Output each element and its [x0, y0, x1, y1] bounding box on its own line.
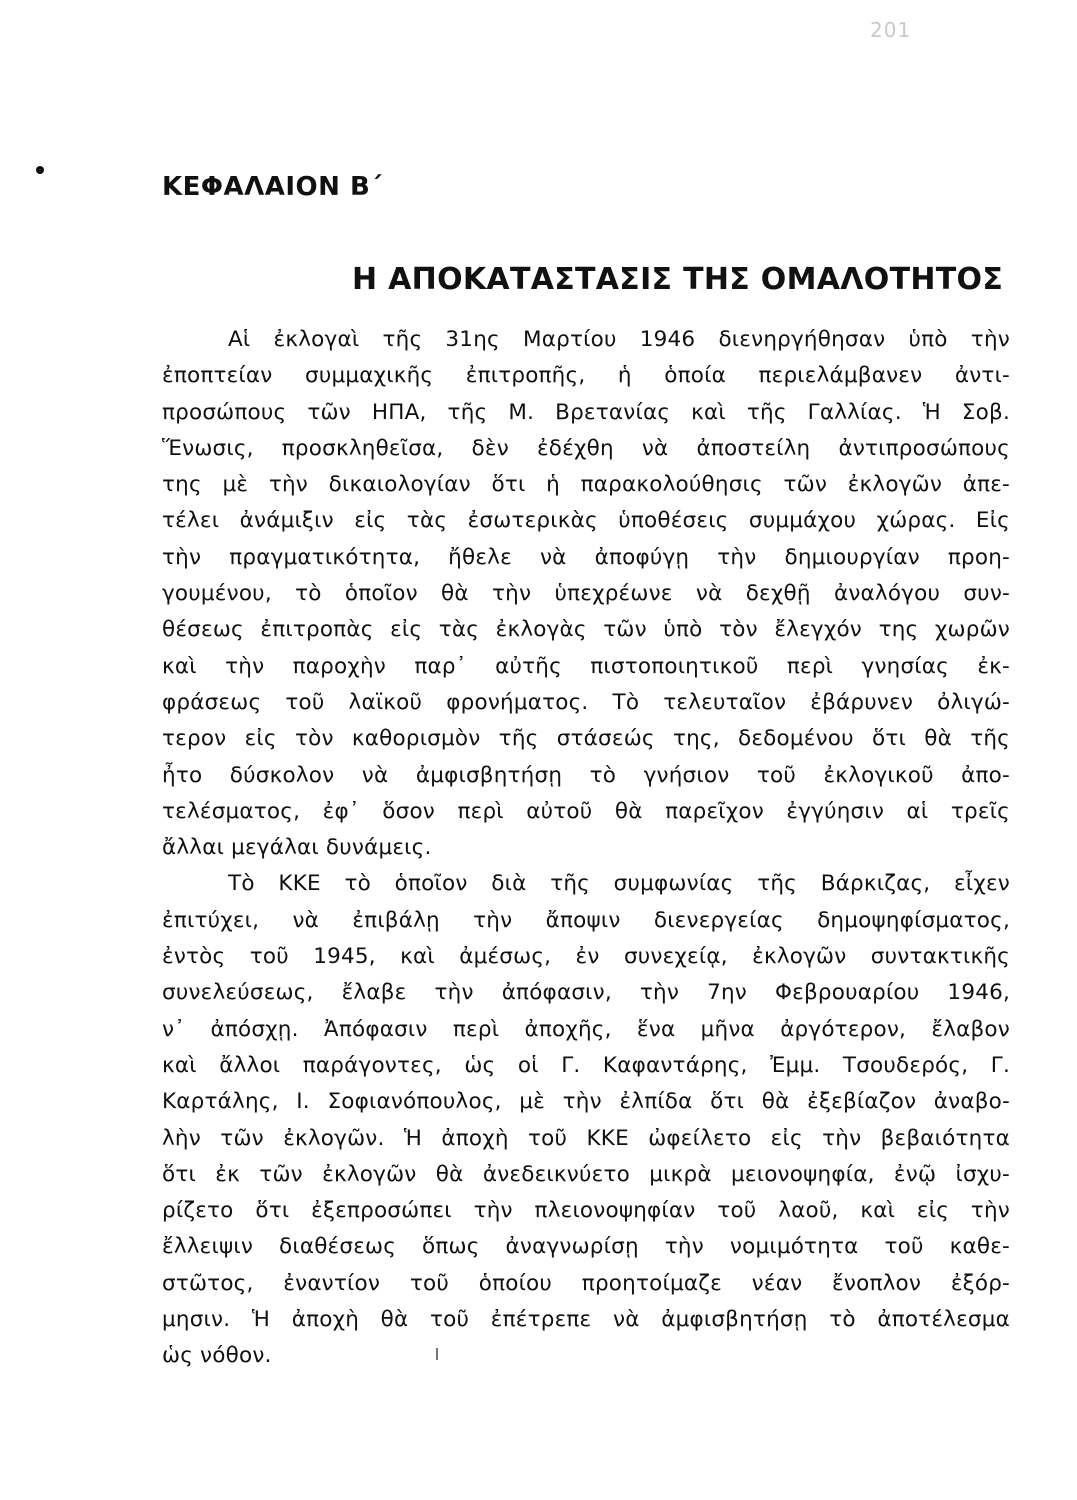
- text-line: ἐποπτείαν συμμαχικῆς ἐπιτροπῆς, ἡ ὁποία περιελάμβανεν ἀντι-: [162, 363, 1010, 389]
- text-line: ὅτι ἐκ τῶν ἐκλογῶν θὰ ἀνεδεικνύετο μικρὰ μειονοψηφία, ἐνῷ ἰσχυ-: [162, 1161, 1010, 1187]
- page-number: 201: [870, 18, 912, 42]
- margin-dot-mark: [36, 166, 44, 174]
- text-line: ν᾽ ἀπόσχῃ. Ἀπόφασιν περὶ ἀποχῆς, ἕνα μῆνα ἀργότερον, ἔλαβον: [162, 1016, 1010, 1042]
- text-line: καὶ ἄλλοι παράγοντες, ὡς οἱ Γ. Καφαντάρης, Ἐμμ. Τσουδερός, Γ.: [162, 1052, 1010, 1078]
- text-line: ὡς νόθον.: [162, 1343, 272, 1369]
- text-line: ἐπιτύχει, νὰ ἐπιβάλῃ τὴν ἄποψιν διενεργείας δημοψηφίσματος,: [162, 907, 1010, 933]
- text-line: ἄλλαι μεγάλαι δυνάμεις.: [162, 835, 432, 861]
- chapter-label: ΚΕΦΑΛΑΙΟΝ Β΄: [162, 172, 383, 202]
- text-line: ρίζετο ὅτι ἐξεπροσώπει τὴν πλειονοψηφίαν τοῦ λαοῦ, καὶ εἰς τὴν: [162, 1198, 1010, 1224]
- text-line: καὶ τὴν παροχὴν παρ᾽ αὐτῆς πιστοποιητικοῦ περὶ γνησίας ἐκ-: [162, 653, 1010, 679]
- text-line: μησιν. Ἡ ἀποχὴ θὰ τοῦ ἐπέτρεπε νὰ ἀμφισβητήσῃ τὸ ἀποτέλεσμα: [162, 1307, 1010, 1333]
- text-line: λὴν τῶν ἐκλογῶν. Ἡ ἀποχὴ τοῦ ΚΚΕ ὠφείλετο εἰς τὴν βεβαιότητα: [162, 1125, 1010, 1151]
- body-text: [162, 322, 1010, 1375]
- text-line: τελέσματος, ἐφ᾽ ὅσον περὶ αὐτοῦ θὰ παρεῖχον ἐγγύησιν αἱ τρεῖς: [162, 798, 1010, 824]
- text-line: στῶτος, ἐναντίον τοῦ ὁποίου προητοίμαζε νέαν ἔνοπλον ἐξόρ-: [162, 1270, 1010, 1296]
- text-line: ἦτο δύσκολον νὰ ἀμφισβητήσῃ τὸ γνήσιον τοῦ ἐκλογικοῦ ἀπο-: [162, 762, 1010, 788]
- text-line: συνελεύσεως, ἔλαβε τὴν ἀπόφασιν, τὴν 7ην Φεβρουαρίου 1946,: [162, 980, 1010, 1006]
- text-line: της μὲ τὴν δικαιολογίαν ὅτι ἡ παρακολούθησις τῶν ἐκλογῶν ἀπε-: [162, 472, 1010, 498]
- text-line: γουμένου, τὸ ὁποῖον θὰ τὴν ὑπεχρέωνε νὰ δεχθῇ ἀναλόγου συν-: [162, 581, 1010, 607]
- text-line: ἐντὸς τοῦ 1945, καὶ ἀμέσως, ἐν συνεχείᾳ, ἐκλογῶν συντακτικῆς: [162, 944, 1010, 970]
- text-line: προσώπους τῶν ΗΠΑ, τῆς Μ. Βρετανίας καὶ τῆς Γαλλίας. Ἡ Σοβ.: [162, 399, 1010, 425]
- text-line: τὴν πραγματικότητα, ἤθελε νὰ ἀποφύγῃ τὴν δημιουργίαν προη-: [162, 544, 1010, 570]
- paragraph-2: [162, 866, 1010, 1374]
- chapter-title: Η ΑΠΟΚΑΤΑΣΤΑΣΙΣ ΤΗΣ ΟΜΑΛΟΤΗΤΟΣ: [352, 262, 1004, 297]
- text-line: θέσεως ἐπιτροπὰς εἰς τὰς ἐκλογὰς τῶν ὑπὸ τὸν ἔλεγχόν της χωρῶν: [162, 617, 1010, 643]
- paragraph-1: [162, 322, 1010, 866]
- text-line: Ἕνωσις, προσκληθεῖσα, δὲν ἐδέχθη νὰ ἀποστείλη ἀντιπροσώπους: [162, 435, 1010, 461]
- text-line: Καρτάλης, Ι. Σοφιανόπουλος, μὲ τὴν ἐλπίδα ὅτι θὰ ἐξεβίαζον ἀναβο-: [162, 1089, 1010, 1115]
- text-line: Τὸ ΚΚΕ τὸ ὁποῖον διὰ τῆς συμφωνίας τῆς Βάρκιζας, εἶχεν: [228, 871, 1010, 897]
- text-line: ἔλλειψιν διαθέσεως ὅπως ἀναγνωρίσῃ τὴν νομιμότητα τοῦ καθε-: [162, 1234, 1010, 1260]
- text-line: τερον εἰς τὸν καθορισμὸν τῆς στάσεώς της, δεδομένου ὅτι θὰ τῆς: [162, 726, 1010, 752]
- text-line: φράσεως τοῦ λαϊκοῦ φρονήματος. Τὸ τελευταῖον ἐβάρυνεν ὀλιγώ-: [162, 689, 1010, 715]
- text-line: τέλει ἀνάμιξιν εἰς τὰς ἐσωτερικὰς ὑποθέσεις συμμάχου χώρας. Εἰς: [162, 508, 1010, 534]
- text-line: Αἱ ἐκλογαὶ τῆς 31ης Μαρτίου 1946 διενηργήθησαν ὑπὸ τὴν: [228, 327, 1010, 352]
